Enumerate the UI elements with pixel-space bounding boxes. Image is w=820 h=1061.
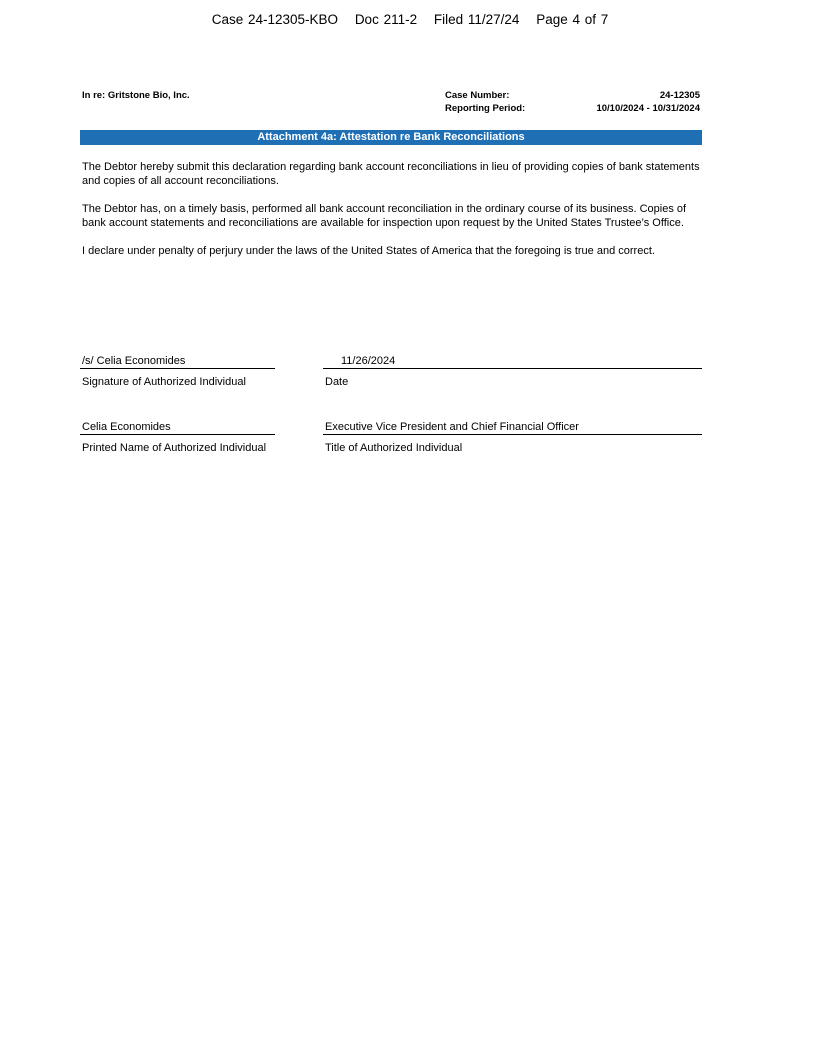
reporting-period-label: Reporting Period:	[445, 103, 526, 114]
title-caption: Title of Authorized Individual	[325, 442, 463, 454]
court-filing-header	[0, 12, 820, 27]
page-indicator: Page 4 of 7	[536, 12, 609, 27]
printed-name-field	[80, 420, 275, 435]
attachment-banner: Attachment 4a: Attestation re Bank Reconciliations	[80, 130, 702, 145]
debtor-name: In re: Gritstone Bio, Inc.	[82, 90, 190, 101]
paragraph-reconciliation: The Debtor has, on a timely basis, performed all bank account reconciliation in the ordinary course of its business. Copies of bank account statements and reconciliations are available for inspection upon request by the United States Trustee’s Office.	[82, 203, 687, 229]
signature-value: /s/ Celia Economides	[82, 355, 186, 367]
signature-field	[80, 354, 275, 369]
case-id: Case 24-12305-KBO	[211, 12, 339, 27]
case-number-value: 24-12305	[659, 90, 700, 101]
paragraph-perjury: I declare under penalty of perjury under the laws of the United States of America that the foregoing is true and correct.	[82, 245, 655, 257]
reporting-period-value: 10/10/2024 - 10/31/2024	[596, 103, 700, 114]
printed-name-value: Celia Economides	[82, 421, 171, 433]
date-value: 11/26/2024	[341, 355, 396, 367]
title-value: Executive Vice President and Chief Financial Officer	[325, 421, 579, 433]
date-field	[323, 354, 702, 369]
case-number-label: Case Number:	[445, 90, 510, 101]
date-caption: Date	[325, 376, 349, 388]
signature-caption: Signature of Authorized Individual	[82, 376, 246, 388]
filed-date: Filed 11/27/24	[433, 12, 520, 27]
paragraph-declaration: The Debtor hereby submit this declaration regarding bank account reconciliations in lieu of providing copies of bank statements and copies of all account reconciliations.	[82, 161, 700, 187]
doc-number: Doc 211-2	[354, 12, 418, 27]
printed-name-caption: Printed Name of Authorized Individual	[82, 442, 267, 454]
title-field	[323, 420, 702, 435]
